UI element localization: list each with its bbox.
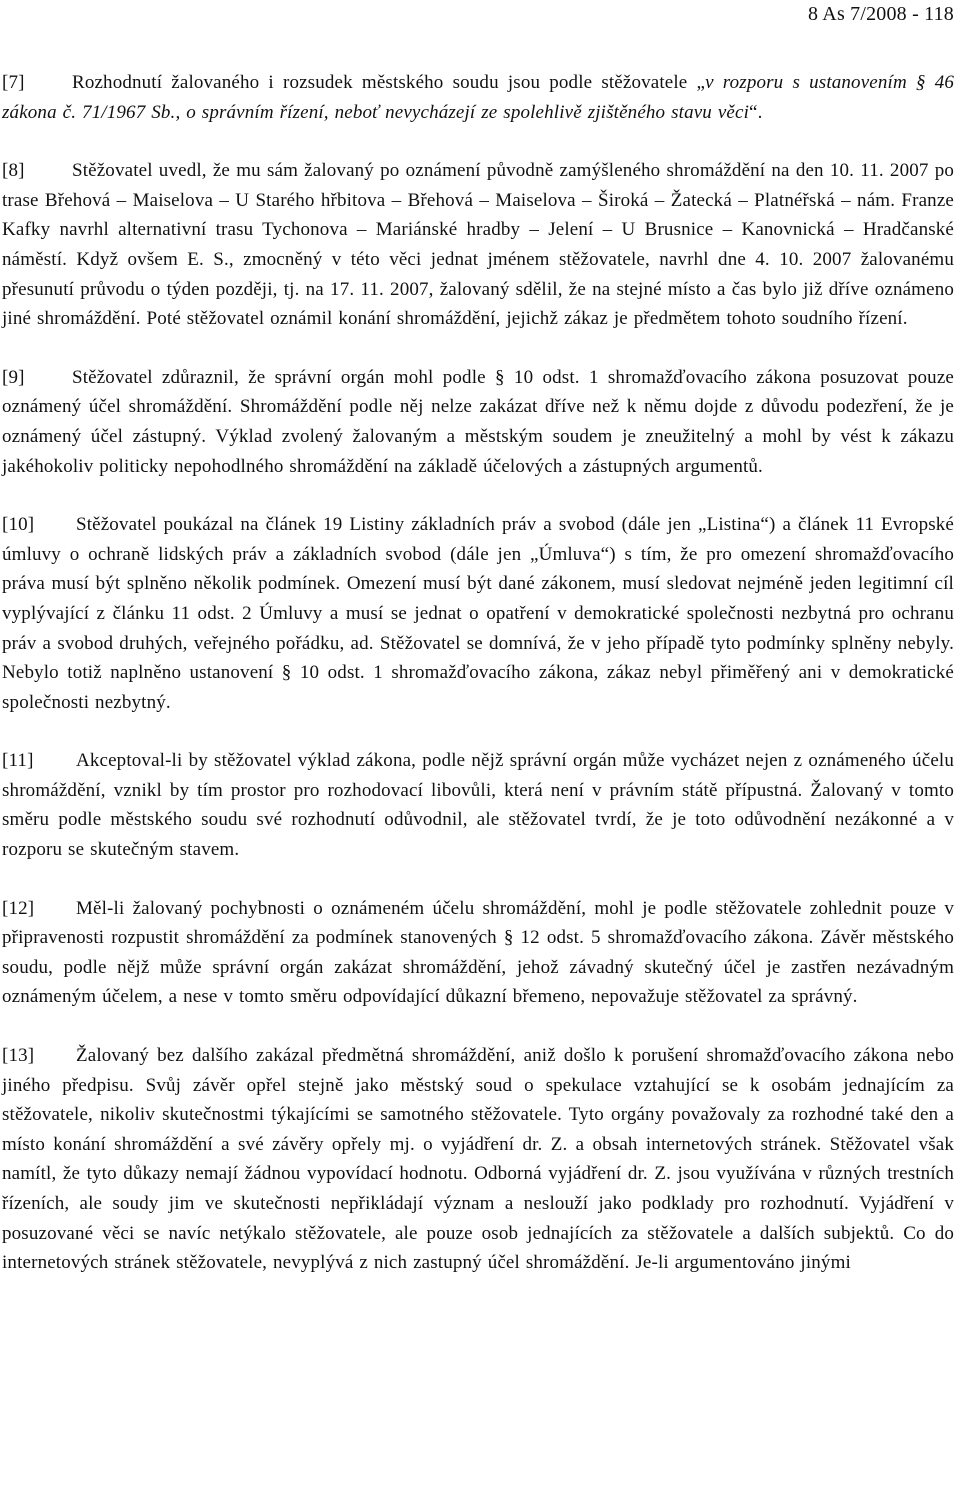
paragraph-number: [7] — [2, 72, 25, 93]
paragraph-number: [9] — [2, 366, 25, 388]
paragraph-13 — [2, 1041, 954, 1278]
page-reference: 8 As 7/2008 - 118 — [808, 3, 954, 25]
paragraph-number: [11] — [2, 750, 34, 772]
paragraph-text-lead: Rozhodnutí žalovaného i rozsudek městského soudu jsou podle stěžovatele „ — [72, 72, 706, 93]
paragraph-number: [10] — [2, 514, 35, 536]
paragraph-quote-italic: v rozporu s ustanovením § 46 zákona č. 71/1967 Sb., o správním řízení, neboť nevycházejí ze spolehlivě zjištěného stavu věci — [2, 72, 955, 123]
paragraph-text: Měl-li žalovaný pochybnosti o oznámeném účelu shromáždění, mohl je podle stěžovatele zohlednit pouze v připravenosti rozpustit shromáždění za podmínek stanovených § 12 odst. 5 shromažďovacího zákona. Závěr městského soudu, podle nějž může správní orgán zakázat shromáždění, jehož závadný skutečný účel je zastřen nezávadným oznámeným účelem, a nese v tomto směru odpovídající důkazní břemeno, nepovažuje stěžovatel za správný. — [2, 897, 954, 1008]
paragraph-number: [13] — [2, 1045, 35, 1067]
paragraph-9 — [2, 363, 954, 481]
paragraph-text: Žalovaný bez dalšího zakázal předmětná shromáždění, aniž došlo k porušení shromažďovacího zákona nebo jiného předpisu. Svůj závěr opřel stejně jako městský soud o spekulace vztahující se k osobám jednajícím za stěžovatele, nikoliv skutečnostmi týkajícími se samotného stěžovatele. Tyto orgány považovaly za rozhodné také den a místo konání shromáždění a své závěry opřely mj. o vyjádření dr. Z. a obsah internetových stránek. Stěžovatel však namítl, že tyto důkazy nemají žádnou vypovídací hodnotu. Odborná vyjádření dr. Z. jsou využívána v různých trestních řízeních, ale soudy jim ve skutečnosti nepřikládají význam a neslouží jako podklady pro rozhodnutí. Vyjádření v posuzované věci se navíc netýkalo stěžovatele, ale pouze osob jednajících za stěžovatele a dalších subjektů. Co do internetových stránek stěžovatele, nevyplývá z nich zastupný účel shromáždění. Je-li argumentováno jinými — [2, 1045, 954, 1274]
paragraph-text: Stěžovatel poukázal na článek 19 Listiny základních práv a svobod (dále jen „Listina“) a článek 11 Evropské úmluvy o ochraně lidských práv a základních svobod (dále jen „Úmluva“) s tím, že pro omezení shromažďovacího práva musí být splněno několik podmínek. Omezení musí být dané zákonem, musí sledovat nejméně jeden legitimní cíl vyplývající z článku 11 odst. 2 Úmluvy a musí se jednat o opatření v demokratické společnosti nezbytná pro ochranu práv a svobod druhých, veřejného pořádku, ad. Stěžovatel se domnívá, že v jeho případě tyto podmínky splněny nebyly. Nebylo totiž naplněno ustanovení § 10 odst. 1 shromažďovacího zákona, zákaz nebyl přiměřený ani v demokratické společnosti nezbytný. — [2, 514, 954, 713]
paragraph-11 — [2, 746, 954, 864]
paragraph-number: [8] — [2, 160, 25, 182]
paragraph-text-tail: “. — [749, 101, 763, 123]
paragraph-8 — [2, 156, 954, 334]
paragraph-text: Stěžovatel uvedl, že mu sám žalovaný po oznámení původně zamýšleného shromáždění na den 10. 11. 2007 po trase Břehová – Maiselova – U Starého hřbitova – Břehová – Maiselova – Široká – Žatecká – Platnéřská – nám. Franze Kafky navrhl alternativní trasu Tychonova – Mariánské hradby – Jelení – U Brusnice – Kanovnická – Hradčanské náměstí. Když ovšem E. S., zmocněný v této věci jednat jménem stěžovatele, navrhl dne 4. 10. 2007 žalovanému přesunutí průvodu o týden později, tj. na 17. 11. 2007, žalovaný sdělil, že na stejné místo a čas bylo již dříve oznámeno jiné shromáždění. Poté stěžovatel oznámil konání shromáždění, jejichž zákaz je předmětem tohoto soudního řízení. — [2, 160, 954, 330]
paragraph-text: Akceptoval-li by stěžovatel výklad zákona, podle nějž správní orgán může vycházet nejen z oznámeného účelu shromáždění, vznikl by tím prostor pro rozhodovací libovůli, která není v právním státě přípustná. Žalovaný v tomto směru podle městského soudu své rozhodnutí odůvodnil, ale stěžovatel tvrdí, že je toto odůvodnění nezákonné a v rozporu se skutečným stavem. — [2, 750, 954, 861]
paragraph-7 — [2, 68, 954, 127]
document-body — [2, 68, 954, 1307]
paragraph-10 — [2, 510, 954, 717]
paragraph-number: [12] — [2, 897, 35, 919]
paragraph-text: Stěžovatel zdůraznil, že správní orgán mohl podle § 10 odst. 1 shromažďovacího zákona posuzovat pouze oznámený účel shromáždění. Shromáždění podle něj nelze zakázat dříve než k němu dojde z důvodu podezření, že je oznámený účel zástupný. Výklad zvolený žalovaným a městským soudem je zneužitelný a mohl by vést k zákazu jakéhokoliv politicky nepohodlného shromáždění na základě účelových a zástupných argumentů. — [2, 366, 954, 477]
paragraph-12 — [2, 894, 954, 1012]
